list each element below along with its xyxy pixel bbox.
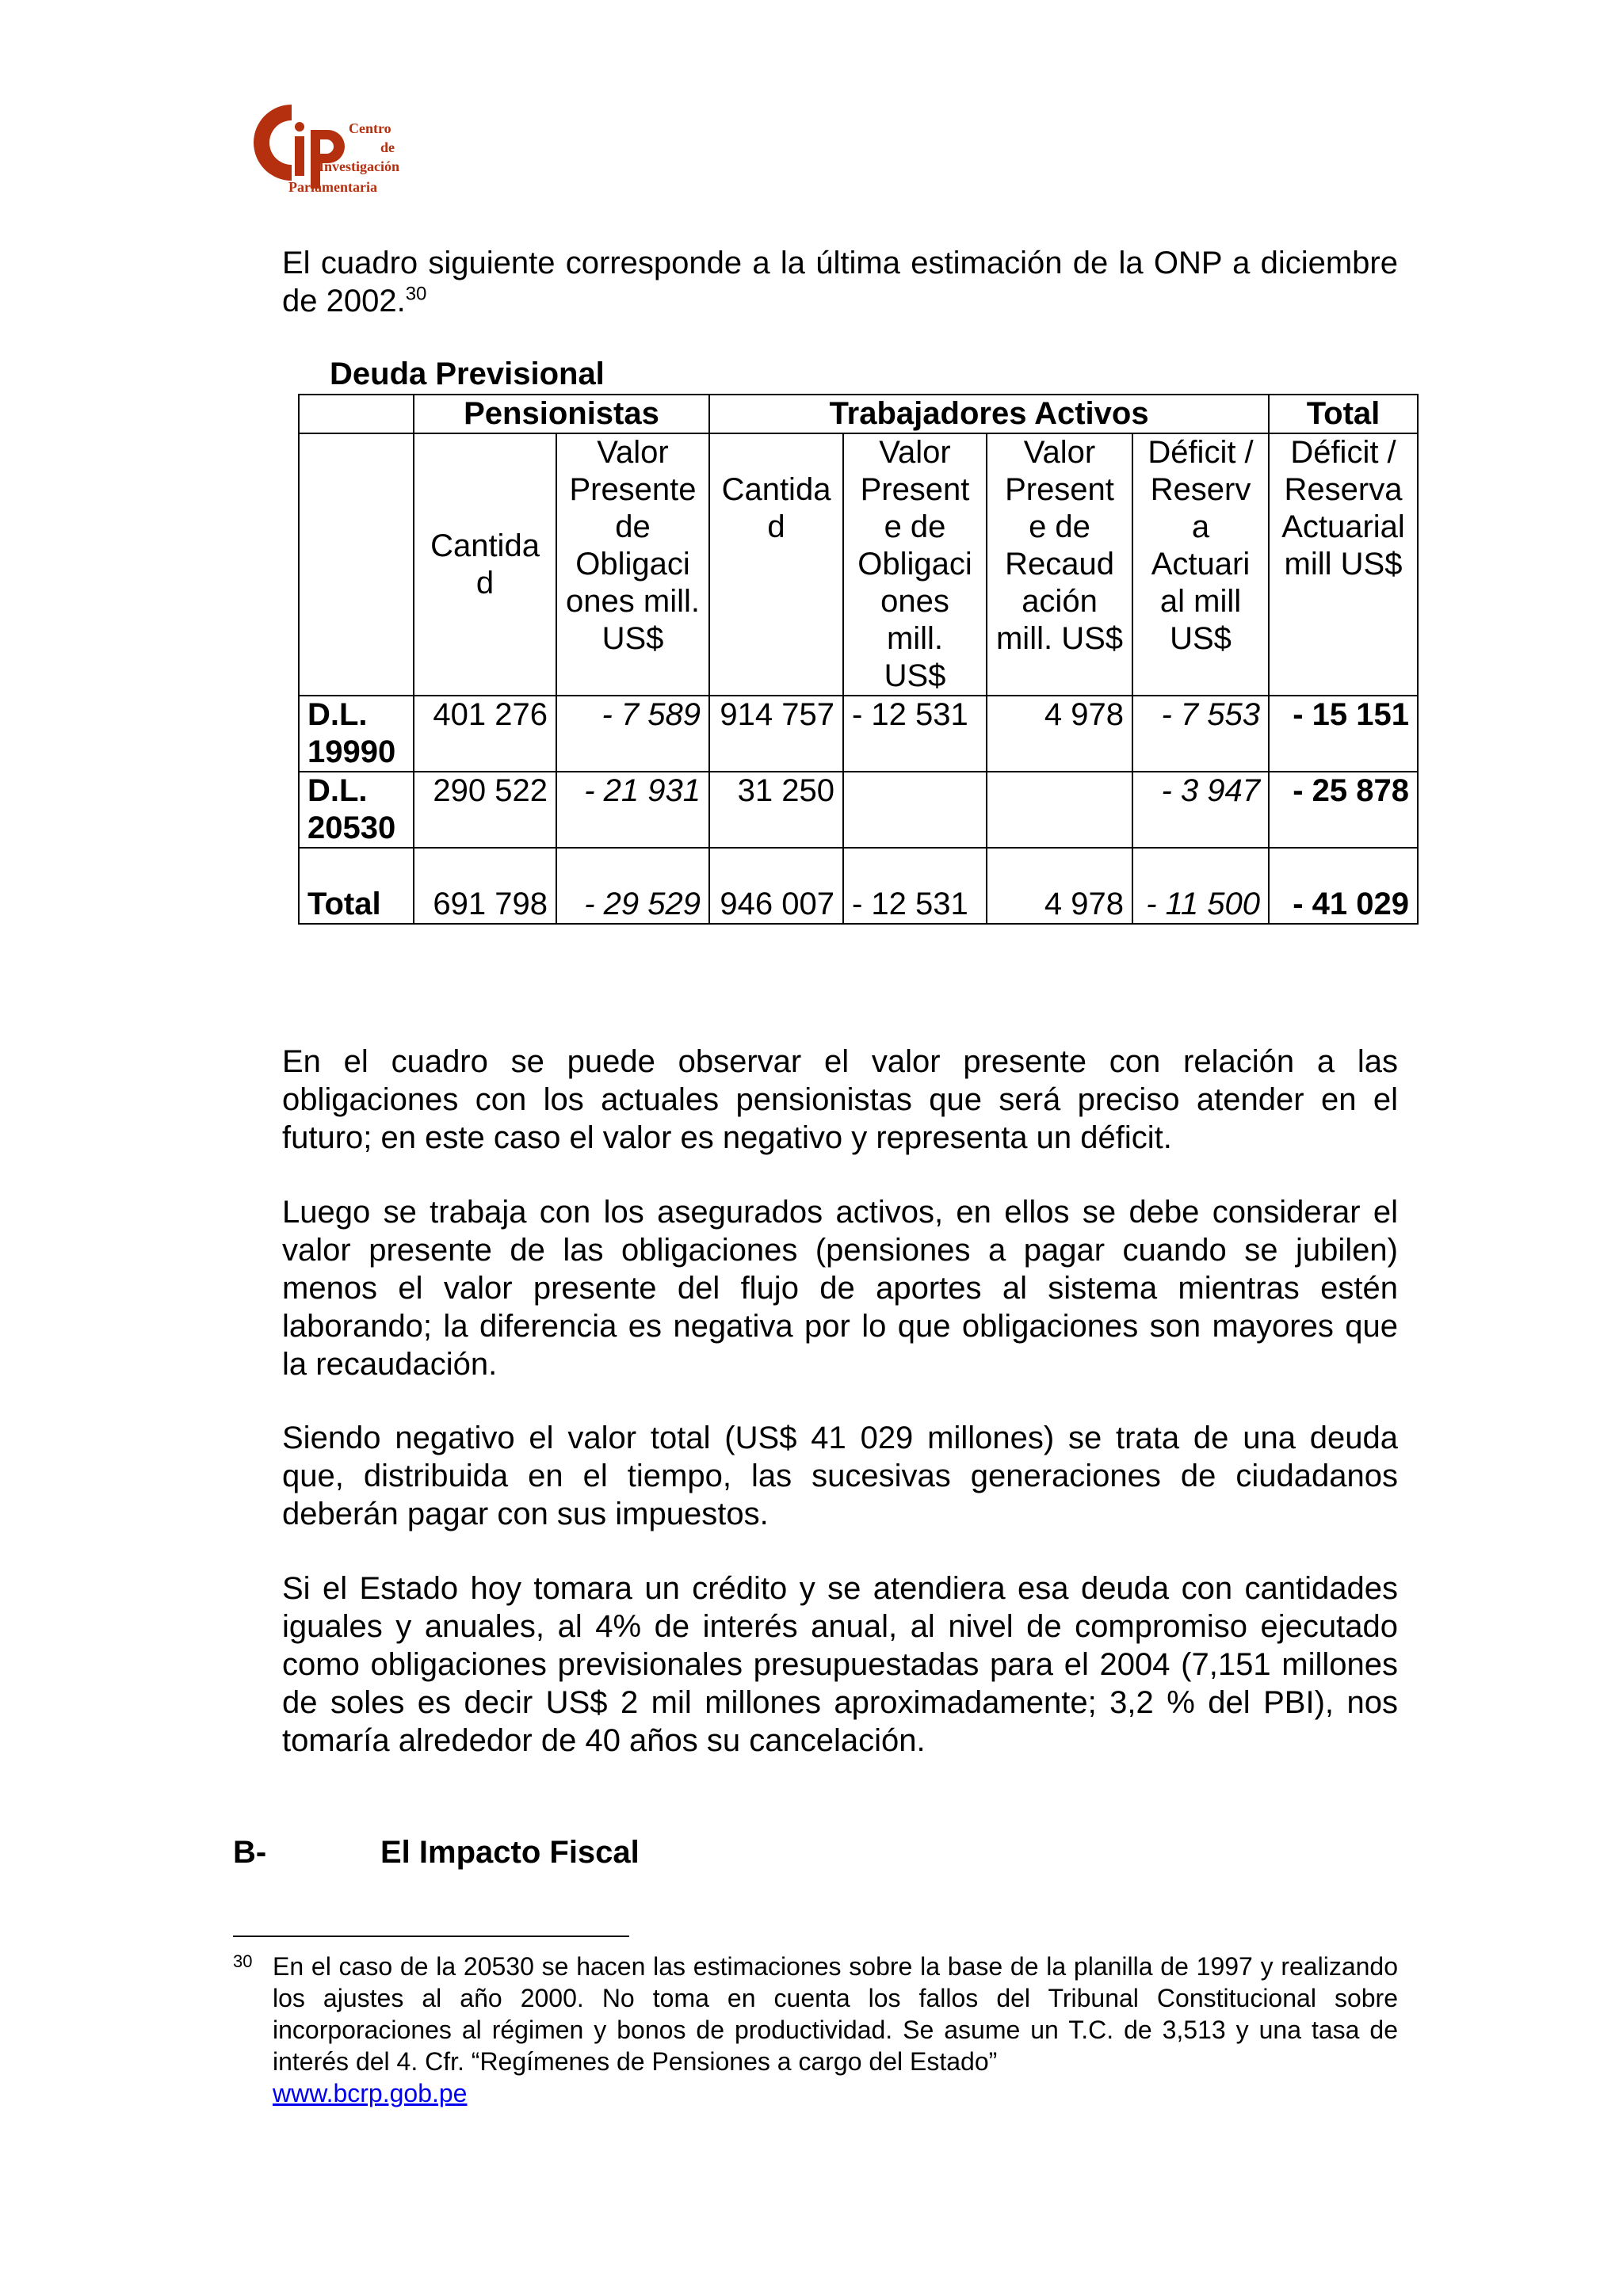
table-row (299, 848, 1418, 924)
cell-t-cantidad: 946 007 (709, 848, 843, 924)
cell-t-deficit: - 11 500 (1132, 848, 1269, 924)
cell-t-deficit: - 7 553 (1132, 696, 1269, 772)
pension-debt-table (298, 394, 1419, 925)
table-row (299, 772, 1418, 848)
cip-logo-graphic (236, 95, 418, 206)
body-paragraph: Siendo negativo el valor total (US$ 41 029 millones) se trata de una deuda que, distribuida en el tiempo, las sucesivas generaciones de ciudadanos deberán pagar con sus impuestos. (282, 1421, 1398, 1531)
cip-logo (236, 95, 418, 206)
cell-p-cantidad: 290 522 (414, 772, 556, 848)
footnote-link[interactable]: www.bcrp.gob.pe (273, 2079, 468, 2107)
col-header-total-deficit: Déficit / Reserva Actuarial mill US$ (1269, 433, 1418, 696)
body-paragraph: Si el Estado hoy tomara un crédito y se atendiera esa deuda con cantidades iguales y anuales, al 4% de interés anual, al nivel de compromiso ejecutado como obligaciones previsionales presupuestadas para el 2004 (7,151 millones de soles es decir US$ 2 mil millones aproximadamente; 3,2 % del PBI), nos tomaría alrededor de 40 años su cancelación. (282, 1571, 1398, 1758)
logo-line-3: Investigación (319, 158, 400, 174)
empty-label-header-cell (299, 433, 414, 696)
intro-paragraph (282, 244, 1398, 320)
cell-t-valor-oblig (843, 772, 987, 848)
footnote (233, 1951, 1398, 2109)
row-label: D.L. 19990 (299, 696, 414, 772)
cell-t-valor-oblig: - 12 531 (843, 848, 987, 924)
table-column-header-row (299, 433, 1418, 696)
cell-t-valor-recaud: 4 978 (987, 696, 1132, 772)
table-title: Deuda Previsional (330, 357, 605, 391)
footnote-separator (233, 1936, 629, 1937)
group-header-pensionistas: Pensionistas (414, 395, 709, 433)
cell-t-valor-recaud (987, 772, 1132, 848)
col-header-t-valor-oblig: Valor Present e de Obligaci ones mill. US$ (843, 433, 987, 696)
logo-line-2: de (380, 139, 395, 155)
footnote-text: En el caso de la 20530 se hacen las estimaciones sobre la base de la planilla de 1997 y realizando los ajustes al año 2000. No toma en cuenta los fallos del Tribunal Constitucional sobre incorporaciones al régimen y bonos de productividad. Se asume un T.C. de 3,513 y una tasa de interés del 4. Cfr. “Regímenes de Pensiones a cargo del Estado” (273, 1952, 1398, 2076)
logo-i-stem (295, 136, 304, 176)
intro-text: El cuadro siguiente corresponde a la última estimación de la ONP a diciembre de 2002. (282, 246, 1398, 318)
col-header-t-deficit: Déficit / Reserv a Actuari al mill US$ (1132, 433, 1269, 696)
table-row (299, 696, 1418, 772)
group-header-total: Total (1269, 395, 1418, 433)
footnote-reference[interactable]: 30 (405, 283, 427, 305)
cell-p-valor: - 21 931 (556, 772, 709, 848)
body-paragraph: En el cuadro se puede observar el valor presente con relación a las obligaciones con los actuales pensionistas que será preciso atender en el futuro; en este caso el valor es negativo y representa un déficit. (282, 1044, 1398, 1155)
cell-total: - 15 151 (1269, 696, 1418, 772)
logo-c-shape (254, 105, 292, 181)
cell-t-valor-oblig: - 12 531 (843, 696, 987, 772)
cell-t-valor-recaud: 4 978 (987, 848, 1132, 924)
footnote-body (273, 1951, 1398, 2109)
section-title: El Impacto Fiscal (380, 1835, 640, 1870)
cell-t-deficit: - 3 947 (1132, 772, 1269, 848)
col-header-p-cantidad: Cantida d (414, 433, 556, 696)
col-header-t-valor-recaud: Valor Present e de Recaud ación mill. US$ (987, 433, 1132, 696)
footnote-number: 30 (233, 1951, 253, 1971)
col-header-t-cantidad: Cantida d (709, 433, 843, 696)
table-group-header-row (299, 395, 1418, 433)
logo-line-4: Parlamentaria (288, 179, 377, 195)
cell-total: - 41 029 (1269, 848, 1418, 924)
logo-line-1: Centro (349, 120, 391, 136)
cell-total: - 25 878 (1269, 772, 1418, 848)
cell-p-cantidad: 691 798 (414, 848, 556, 924)
section-letter: B- (233, 1835, 267, 1870)
cell-p-cantidad: 401 276 (414, 696, 556, 772)
body-paragraph: Luego se trabaja con los asegurados activos, en ellos se debe considerar el valor presente de las obligaciones (pensiones a pagar cuando se jubilen) menos el valor presente del flujo de aportes al sistema mientras estén laborando; la diferencia es negativa por lo que obligaciones son mayores que la recaudación. (282, 1195, 1398, 1382)
section-heading (233, 1833, 640, 1871)
logo-i-dot (295, 122, 304, 132)
group-header-trabajadores: Trabajadores Activos (709, 395, 1269, 433)
cell-t-cantidad: 914 757 (709, 696, 843, 772)
row-label: Total (299, 848, 414, 924)
cell-p-valor: - 29 529 (556, 848, 709, 924)
row-label: D.L. 20530 (299, 772, 414, 848)
empty-corner-cell (299, 395, 414, 433)
cell-t-cantidad: 31 250 (709, 772, 843, 848)
col-header-p-valor: Valor Presente de Obligaci ones mill. US$ (556, 433, 709, 696)
cell-p-valor: - 7 589 (556, 696, 709, 772)
